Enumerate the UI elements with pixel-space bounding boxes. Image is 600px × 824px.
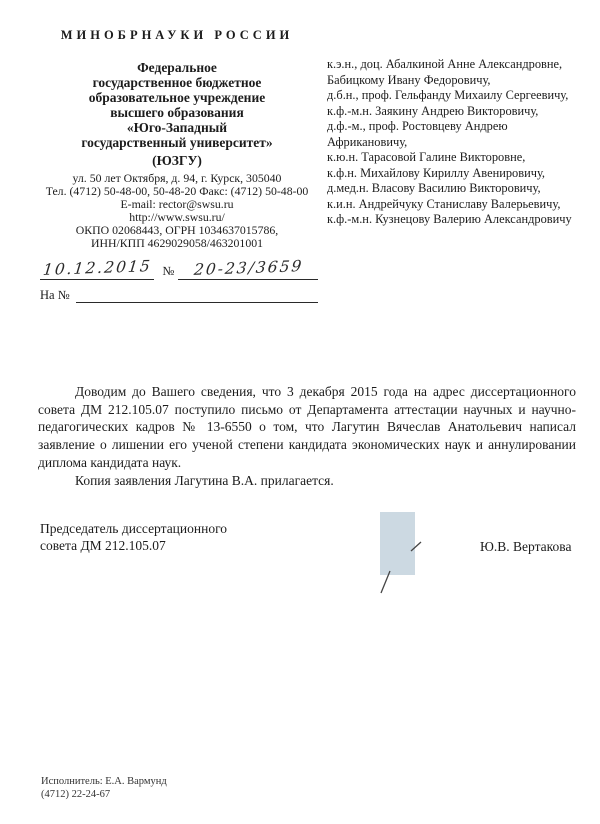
signatory-title-line: совета ДМ 212.105.07 (40, 537, 166, 553)
email-line: E-mail: rector@swsu.ru (120, 197, 234, 211)
org-name-line: «Юго-Западный (126, 120, 228, 135)
org-name-line: образовательное учреждение (88, 90, 266, 105)
signatory-name: Ю.В. Вертакова (480, 539, 572, 554)
recipient: д.мед.н. Власову Василию Викторовичу, (327, 181, 541, 195)
handwritten-number: 20-23/3659 (192, 257, 304, 279)
org-abbreviation: (ЮЗГУ) (152, 153, 202, 168)
okpo-ogrn-line: ОКПО 02068443, ОГРН 1034637015786, (75, 223, 279, 237)
org-name-line: государственное бюджетное (92, 75, 262, 90)
signatory-title-line: Председатель диссертационного (40, 521, 228, 536)
org-name-line: Федеральное (137, 60, 217, 75)
address-line: ул. 50 лет Октября, д. 94, г. Курск, 305040 (72, 171, 282, 185)
letterhead-left-column (36, 28, 318, 303)
recipient: к.ф.-м.н. Заякину Андрею Викторовичу, (327, 103, 539, 118)
letter-body (38, 383, 576, 489)
recipient: д.ф.-м., проф. Ростовцеву Андрею Африкановичу, (327, 119, 508, 149)
recipient: к.ф.-м.н. Кузнецову Валерию Александровичу (327, 212, 572, 226)
recipients-list (327, 57, 585, 228)
outgoing-date-field (40, 259, 154, 280)
signature-stroke-icon (409, 540, 423, 554)
org-name-line: государственный университет» (81, 135, 273, 150)
inn-kpp-line: ИНН/КПП 4629029058/463201001 (90, 236, 264, 250)
signatory-title (40, 521, 227, 554)
recipient: к.ю.н. Тарасовой Галине Викторовне, (327, 150, 526, 164)
handwritten-date: 10.12.2015 (41, 257, 153, 279)
organization-name (36, 60, 318, 168)
org-name-line: высшего образования (110, 105, 244, 120)
recipient: к.ф.н. Михайлову Кириллу Авенировичу, (327, 165, 546, 180)
executor-block (41, 776, 167, 801)
website-line: http://www.swsu.ru/ (129, 210, 225, 224)
phone-line: Тел. (4712) 50-48-00, 50-48-20 Факс: (4712) 50-48-00 (45, 184, 309, 198)
contact-block (36, 172, 318, 250)
outgoing-ref-row (36, 259, 318, 280)
body-paragraph-2: Копия заявления Лагутина В.А. прилагается. (75, 472, 334, 488)
number-sign: № (162, 264, 175, 278)
recipient: Бабицкому Ивану Федоровичу, (327, 72, 491, 87)
outgoing-number-field (178, 259, 318, 280)
recipient: д.б.н., проф. Гельфанду Михаилу Сергеевичу, (327, 88, 569, 102)
executor-name: Исполнитель: Е.А. Вармунд (41, 776, 167, 787)
reply-ref-label: На № (40, 288, 70, 302)
signature-stroke-icon (377, 569, 393, 595)
body-paragraph-1: Доводим до Вашего сведения, что 3 декабря 2015 года на адрес диссертационного совета ДМ 212.105.07 поступило письмо от Департамента аттестации научных и научно-педагогических кадров № 13-6550 о том, что Лагутин Вячеслав Анатольевич написал заявление о лишении его ученой степени кандидата экономических наук и аннулировании диплома кандидата наук. (38, 384, 576, 470)
recipient: к.и.н. Андрейчуку Станиславу Валерьевичу, (327, 196, 561, 211)
ministry-name: МИНОБРНАУКИ РОССИИ (60, 28, 294, 42)
reply-ref-row (36, 288, 318, 303)
reply-ref-blank-line (76, 288, 318, 303)
executor-phone: (4712) 22-24-67 (41, 788, 111, 800)
recipient: к.э.н., доц. Абалкиной Анне Александровне, (327, 57, 563, 71)
signature-block (38, 510, 578, 602)
